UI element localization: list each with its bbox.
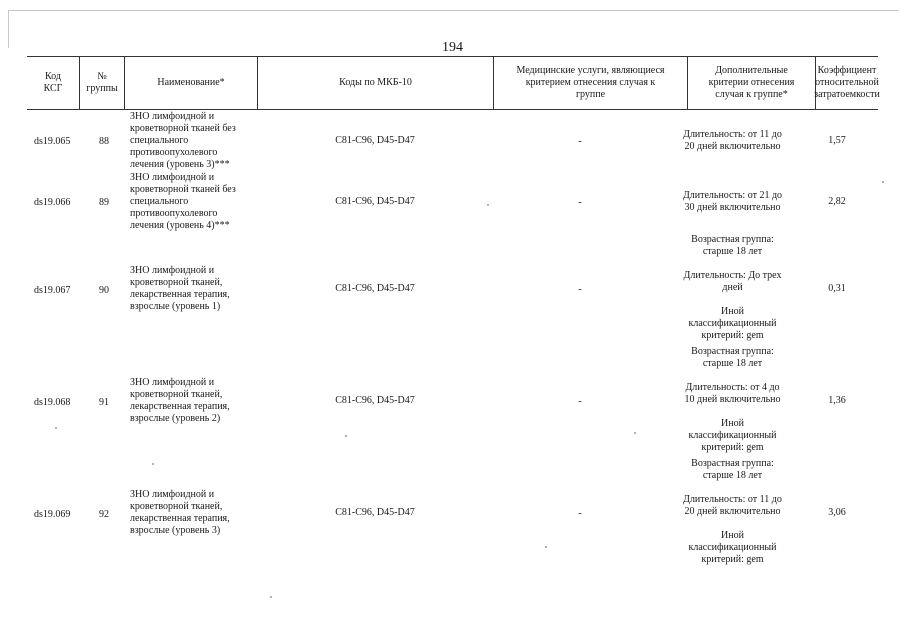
scan-speck	[545, 546, 547, 548]
row-icd-codes: C81-C96, D45-D47	[335, 196, 415, 207]
row-name: ЗНО лимфоидной и кроветворной тканей, лекарственная терапия, взрослые (уровень 1)	[130, 265, 230, 312]
row-coefficient: 1,57	[828, 135, 846, 146]
row-icd-codes: C81-C96, D45-D47	[335, 395, 415, 406]
header-medical-services: Медицинские услуги, являющиеся критерием отнесения случая к группе	[516, 65, 665, 100]
scan-speck	[152, 463, 154, 465]
header-icd-codes: Коды по МКБ-10	[339, 77, 412, 88]
row-group-number: 91	[99, 397, 109, 408]
row-services: -	[578, 508, 582, 519]
scan-speck	[634, 432, 636, 434]
row-code: ds19.067	[34, 285, 71, 296]
row-name: ЗНО лимфоидной и кроветворной тканей, лекарственная терапия, взрослые (уровень 3)	[130, 489, 230, 536]
table-header	[27, 56, 878, 110]
scan-speck	[345, 435, 347, 437]
row-services: -	[578, 284, 582, 295]
row-group-number: 88	[99, 136, 109, 147]
header-additional-criteria: Дополнительные критерии отнесения случая к группе*	[708, 65, 795, 100]
row-coefficient: 0,31	[828, 283, 846, 294]
scan-speck	[270, 596, 272, 598]
row-code: ds19.066	[34, 197, 71, 208]
row-additional-criteria: Возрастная группа: старше 18 лет Длительность: от 4 до 10 дней включительно Иной классификационный критерий: gem	[684, 346, 781, 453]
row-services: -	[578, 136, 582, 147]
row-group-number: 92	[99, 509, 109, 520]
row-additional-criteria: Возрастная группа: старше 18 лет Длительность: До трех дней Иной классификационный критерий: gem	[683, 234, 782, 341]
row-code: ds19.068	[34, 397, 71, 408]
scan-speck	[487, 204, 489, 206]
header-code: Код КСГ	[43, 71, 63, 94]
header-name: Наименование*	[157, 77, 225, 88]
scan-speck	[882, 181, 884, 183]
scan-speck	[55, 427, 57, 429]
row-coefficient: 2,82	[828, 196, 846, 207]
page-number: 194	[442, 40, 463, 55]
header-group-number: № группы	[86, 71, 118, 94]
row-icd-codes: C81-C96, D45-D47	[335, 507, 415, 518]
row-code: ds19.065	[34, 136, 71, 147]
row-icd-codes: C81-C96, D45-D47	[335, 135, 415, 146]
row-code: ds19.069	[34, 509, 71, 520]
row-group-number: 90	[99, 285, 109, 296]
row-additional-criteria: Длительность: от 11 до 20 дней включительно	[683, 129, 782, 152]
row-coefficient: 3,06	[828, 507, 846, 518]
header-coefficient: Коэффициент относительной затратоемкости	[814, 65, 880, 100]
row-name: ЗНО лимфоидной и кроветворной тканей без специального противоопухолевого лечения (уровень 3)***	[130, 111, 236, 170]
row-additional-criteria: Длительность: от 21 до 30 дней включительно	[682, 190, 783, 213]
row-services: -	[578, 197, 582, 208]
row-group-number: 89	[99, 197, 109, 208]
row-icd-codes: C81-C96, D45-D47	[335, 283, 415, 294]
scan-border-top	[8, 10, 898, 11]
row-name: ЗНО лимфоидной и кроветворной тканей без специального противоопухолевого лечения (уровень 4)***	[130, 172, 236, 231]
row-coefficient: 1,36	[828, 395, 846, 406]
row-name: ЗНО лимфоидной и кроветворной тканей, лекарственная терапия, взрослые (уровень 2)	[130, 377, 230, 424]
row-additional-criteria: Возрастная группа: старше 18 лет Длительность: от 11 до 20 дней включительно Иной классификационный критерий: gem	[683, 458, 782, 565]
row-services: -	[578, 396, 582, 407]
